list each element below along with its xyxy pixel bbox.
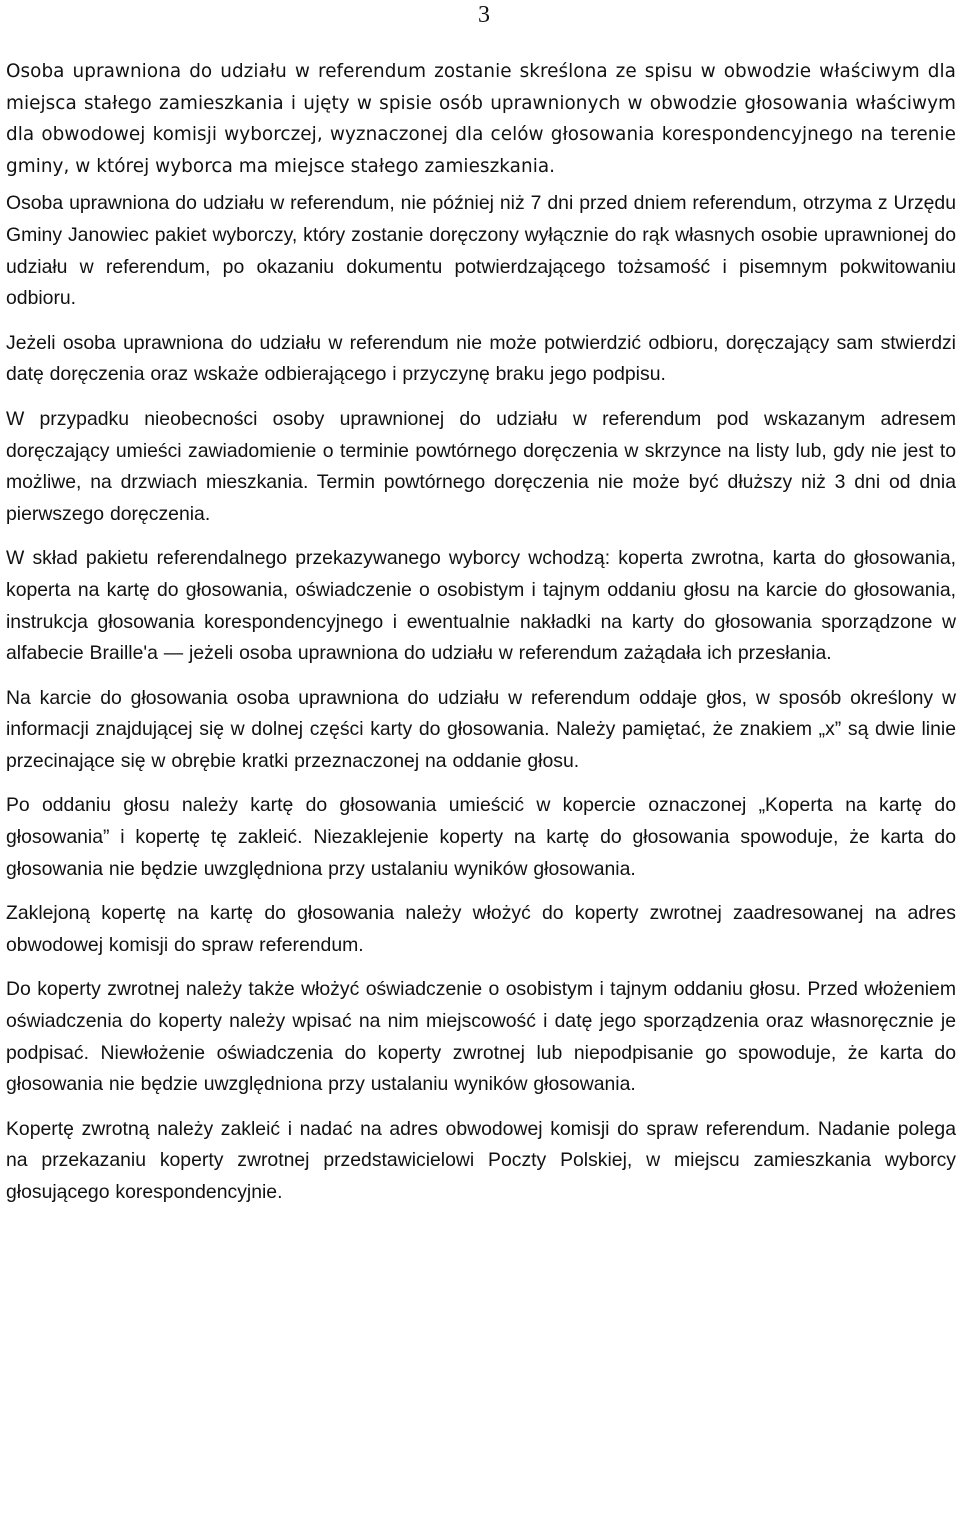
paragraph-package-contents: W skład pakietu referendalnego przekazywanego wyborcy wchodzą: koperta zwrotna, karta do głosowania, koperta na kartę do głosowania, oświadczenie o osobistym i tajnym oddaniu głosu na karcie do głosowania, instrukcja głosowania korespondencyjnego i ewentualnie nakładki na karty do głosowania sporządzone w alfabecie Braille'a — jeżeli osoba uprawniona do udziału w referendum zażądała ich przesłania. xyxy=(6,547,956,665)
paragraph-declaration: Do koperty zwrotnej należy także włożyć oświadczenie o osobistym i tajnym oddaniu głosu. Przed włożeniem oświadczenia do koperty należy wpisać na nim miejscowość i datę jego sporządzenia oraz własnoręcznie je podpisać. Niewłożenie oświadczenia do koperty zwrotnej lub niepodpisanie go spowoduje, że karta do głosowania nie będzie uwzględniona przy ustalaniu wyników głosowania. xyxy=(6,978,956,1096)
paragraph-return-envelope: Zaklejoną kopertę na kartę do głosowania należy włożyć do koperty zwrotnej zaadresowanej na adres obwodowej komisji do spraw referendum. xyxy=(6,902,956,956)
paragraph-casting-vote: Na karcie do głosowania osoba uprawniona do udziału w referendum oddaje głos, w sposób określony w informacji znajdującej się w dolnej części karty do głosowania. Należy pamiętać, że znakiem „x” są dwie linie przecinające się w obrębie kratki przeznaczonej na oddanie głosu. xyxy=(6,686,956,772)
paragraph-striking-from-register: Osoba uprawniona do udziału w referendum zostanie skreślona ze spisu w obwodzie właściwym dla miejsca stałego zamieszkania i ujęty w spisie osób uprawnionych w obwodzie głosowania właściwym dla obwodowej komisji wyborczej, wyznaczonej dla celów głosowania korespondencyjnego na terenie gminy, w której wyborca ma miejsce stałego zamieszkania. xyxy=(6,61,956,177)
document-body xyxy=(6,56,956,1222)
page-number: 3 xyxy=(478,2,490,28)
paragraph-ballot-envelope: Po oddaniu głosu należy kartę do głosowania umieścić w kopercie oznaczonej „Koperta na kartę do głosowania” i kopertę tę zakleić. Niezaklejenie koperty na kartę do głosowania spowoduje, że karta do głosowania nie będzie uwzględniona przy ustalaniu wyników głosowania. xyxy=(6,794,956,880)
paragraph-sending: Kopertę zwrotną należy zakleić i nadać na adres obwodowej komisji do spraw referendum. Nadanie polega na przekazaniu koperty zwrotnej przedstawicielowi Poczty Polskiej, w miejscu zamieszkania wyborcy głosującego korespondencyjnie. xyxy=(6,1117,956,1203)
paragraph-repeat-delivery: W przypadku nieobecności osoby uprawnionej do udziału w referendum pod wskazanym adresem doręczający umieści zawiadomienie o terminie powtórnego doręczenia w skrzynce na listy lub, gdy nie jest to możliwe, na drzwiach mieszkania. Termin powtórnego doręczenia nie może być dłuższy niż 3 dni od dnia pierwszego doręczenia. xyxy=(6,407,956,525)
paragraph-election-package-delivery: Osoba uprawniona do udziału w referendum, nie później niż 7 dni przed dniem referendum, otrzyma z Urzędu Gminy Janowiec pakiet wyborczy, który zostanie doręczony wyłącznie do rąk własnych osobie uprawnionej do udziału w referendum, po okazaniu dokumentu potwierdzającego tożsamość i pisemnym pokwitowaniu odbioru. xyxy=(6,192,956,310)
paragraph-receipt-confirmation: Jeżeli osoba uprawniona do udziału w referendum nie może potwierdzić odbioru, doręczający sam stwierdzi datę doręczenia oraz wskaże odbierającego i przyczynę braku jego podpisu. xyxy=(6,331,956,386)
